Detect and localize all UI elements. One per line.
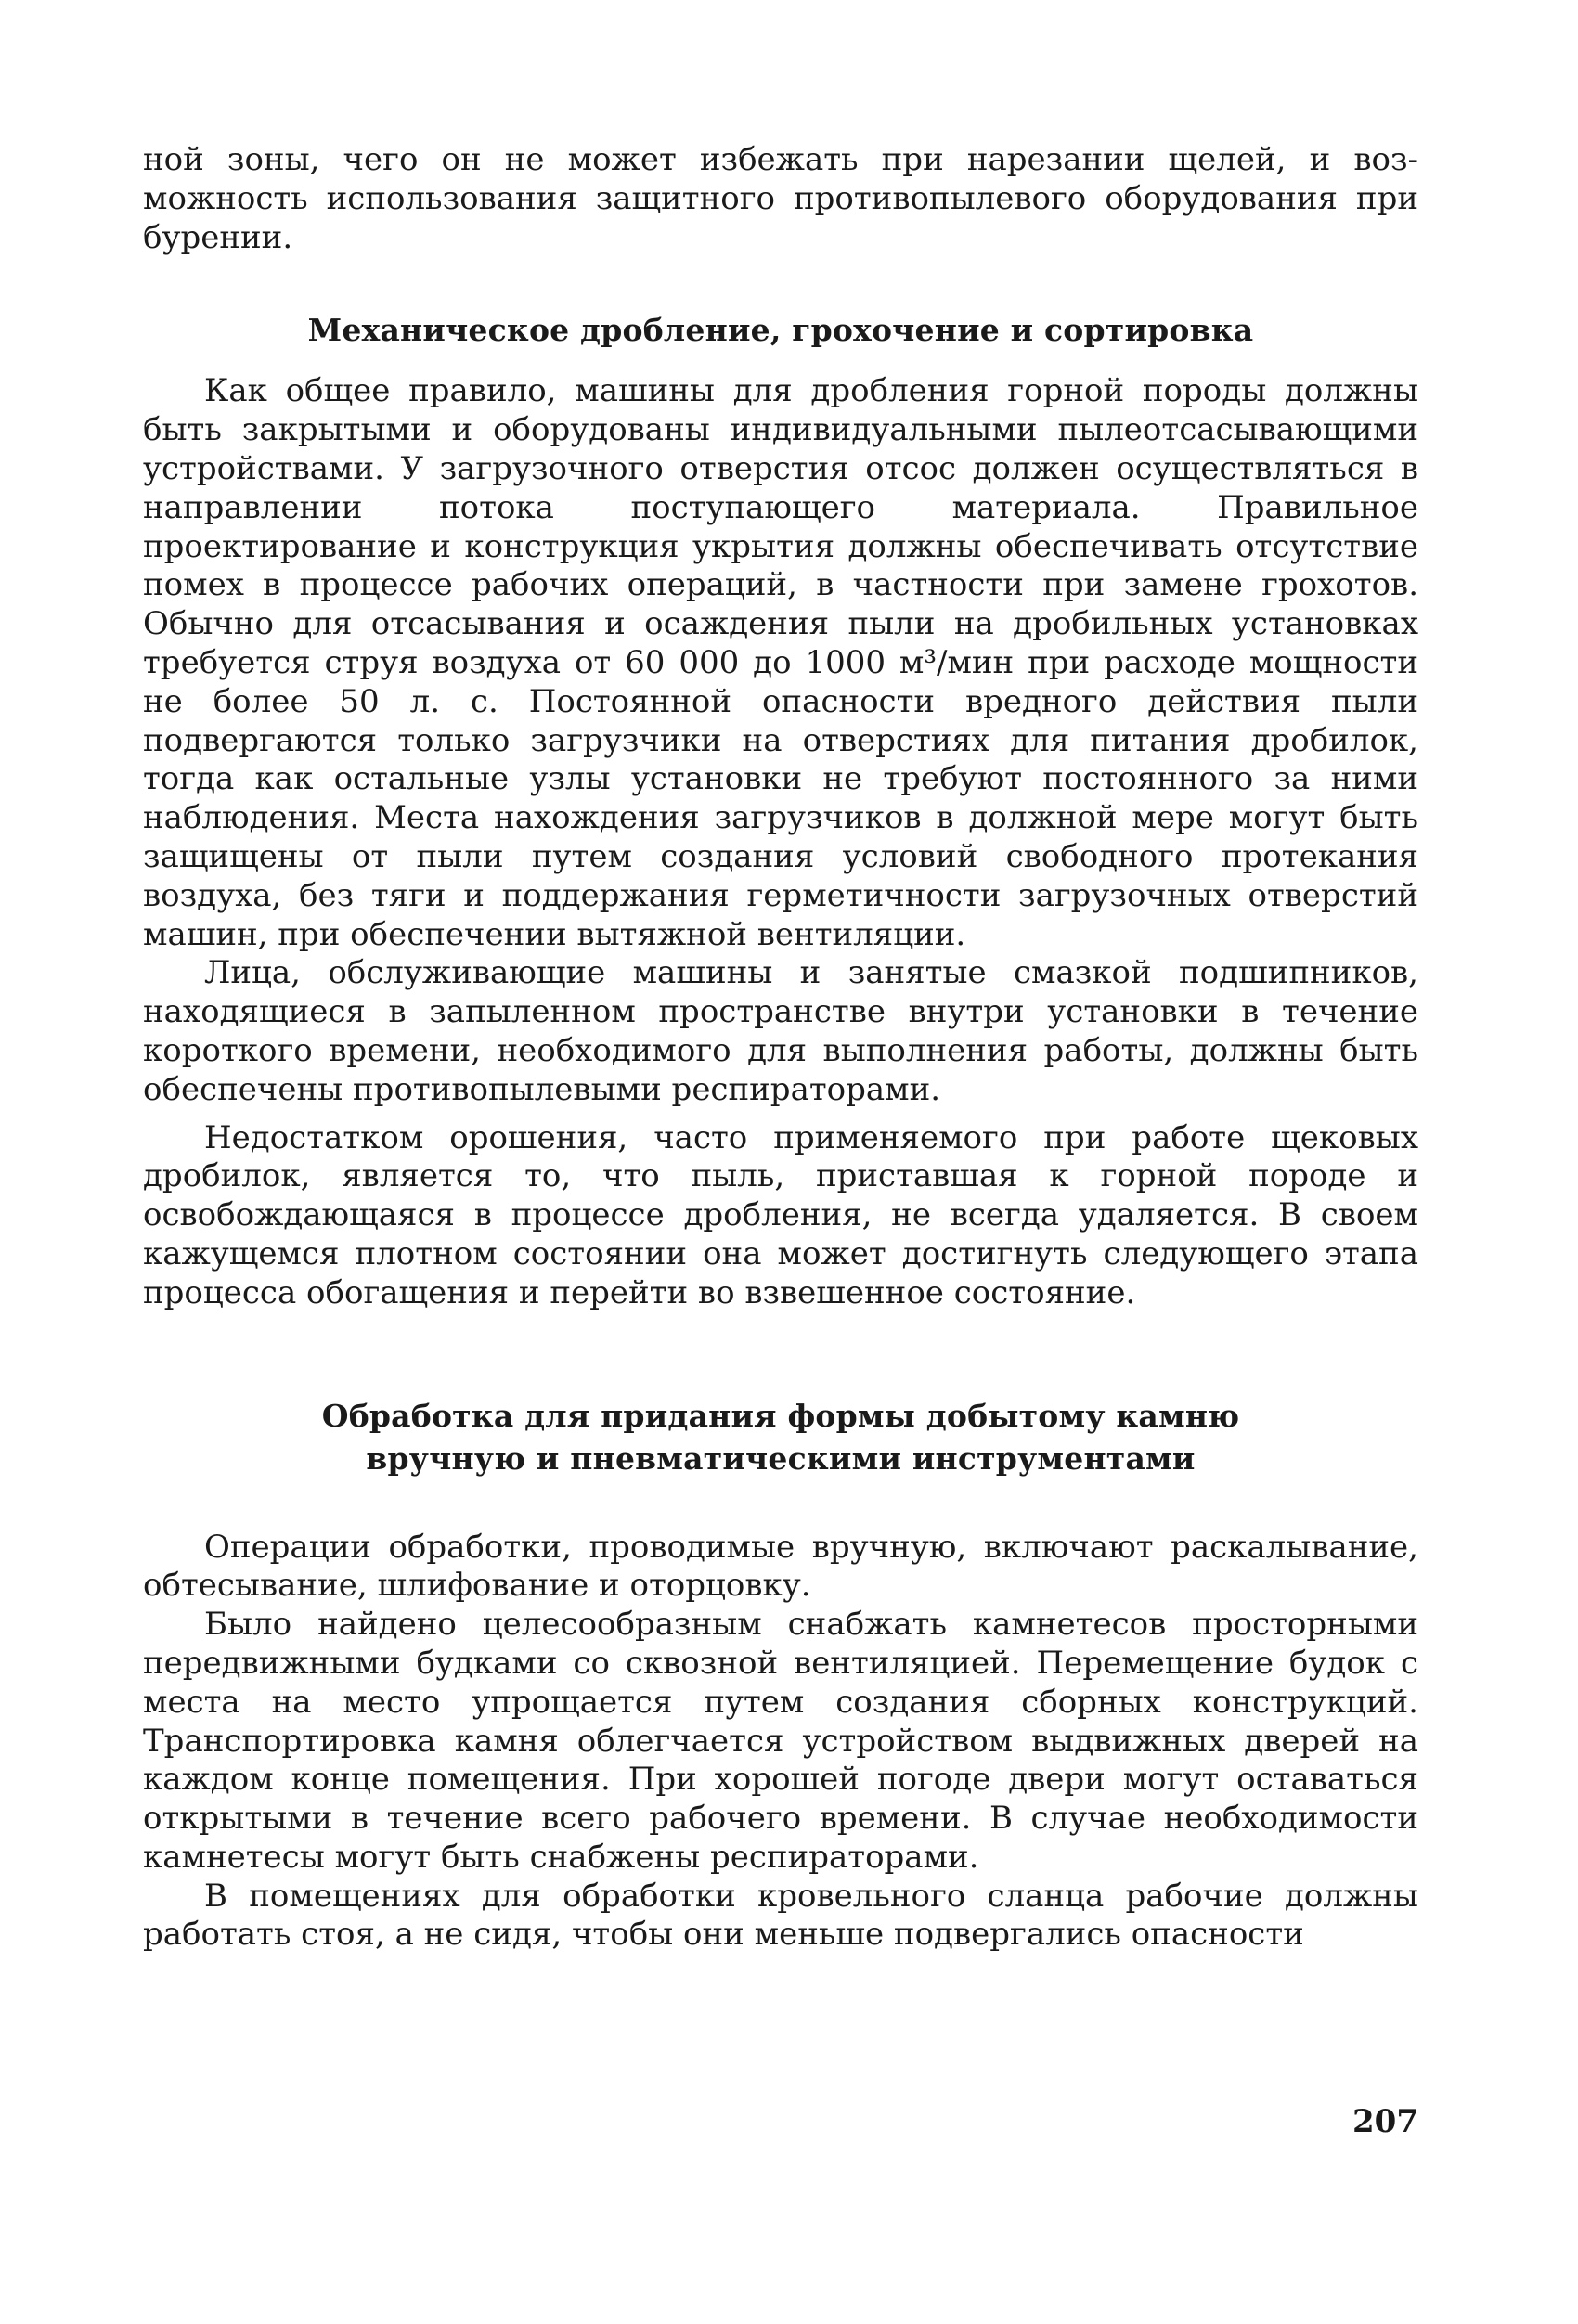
paragraph-crushing-2: Лица, обслуживающие машины и занятые смазкой подшипников, находящиеся в запыленном пространстве внутри установки в течение короткого времени, необходимого для выполнения работы, должны быть обеспечены противопылевыми респираторами. xyxy=(143,954,1418,1108)
paragraph-shaping-2: Было найдено целесообразным снабжать камнетесов просторными передвижными будками со сквозной вентиляцией. Перемещение будок с места на место упрощается путем создания сборных конструкций. Транспортировка камня облегчается устройством выдвижных дверей на каждом конце помещения. При хорошей погоде двери могут оставаться открытыми в течение всего рабочего времени. В случае необходимости камнетесы могут быть снабжены респираторами. xyxy=(143,1606,1418,1876)
section-heading-stone-shaping xyxy=(143,1395,1418,1480)
page-number: 207 xyxy=(1352,2103,1418,2140)
paragraph-gap xyxy=(143,1110,1418,1119)
page-body xyxy=(143,141,1418,1955)
heading-line-2: вручную и пневматическими инструментами xyxy=(366,1440,1196,1477)
paragraph-crushing-3: Недостатком орошения, часто применяемого при работе щековых дробилок, является то, что пыль, приставшая к горной породе и освобождающаяся в процессе дробления, не всегда удаляется. В своем кажущемся плотном состоянии она может достигнуть следующего этапа процесса обогащения и перейти во взвешенное состояние. xyxy=(143,1118,1418,1311)
continued-paragraph: ной зоны, чего он не может избежать при нарезании щелей, и возможность использования защитного противопылевого оборудования при бурении. xyxy=(143,141,1418,256)
paragraph-shaping-1: Операции обработки, проводимые вручную, включают раскалывание, обтесывание, шлифование и оторцовку. xyxy=(143,1528,1418,1605)
section-heading-crushing: Механическое дробление, грохочение и сортировка xyxy=(307,312,1254,349)
paragraph-shaping-3: В помещениях для обработки кровельного сланца рабочие должны работать стоя, а не сидя, чтобы они меньше подвергались опасности xyxy=(143,1877,1418,1954)
heading-line-1: Обработка для придания формы добытому камню xyxy=(321,1397,1240,1434)
paragraph-crushing-1: Как общее правило, машины для дробления горной породы должны быть закрытыми и оборудованы индивидуальными пылеотсасывающими устройствами. У загрузочного отверстия отсос должен осуществляться в направлении потока поступающего материала. Правильное проектирование и конструкция укрытия должны обеспечивать отсутствие помех в процессе рабочих операций, в частности при замене грохотов. Обычно для отсасывания и осаждения пыли на дробильных установках требуется струя воздуха от 60 000 до 1000 м³/мин при расходе мощности не более 50 л. с. Постоянной опасности вредного действия пыли подвергаются только загрузчики на отверстиях для питания дробилок, тогда как остальные узлы установки не требуют постоянного за ними наблюдения. Места нахождения загрузчиков в должной мере могут быть защищены от пыли путем создания условий свободного протекания воздуха, без тяги и поддержания герметичности загрузочных отверстий машин, при обеспечении вытяжной вентиляции. xyxy=(143,372,1418,953)
